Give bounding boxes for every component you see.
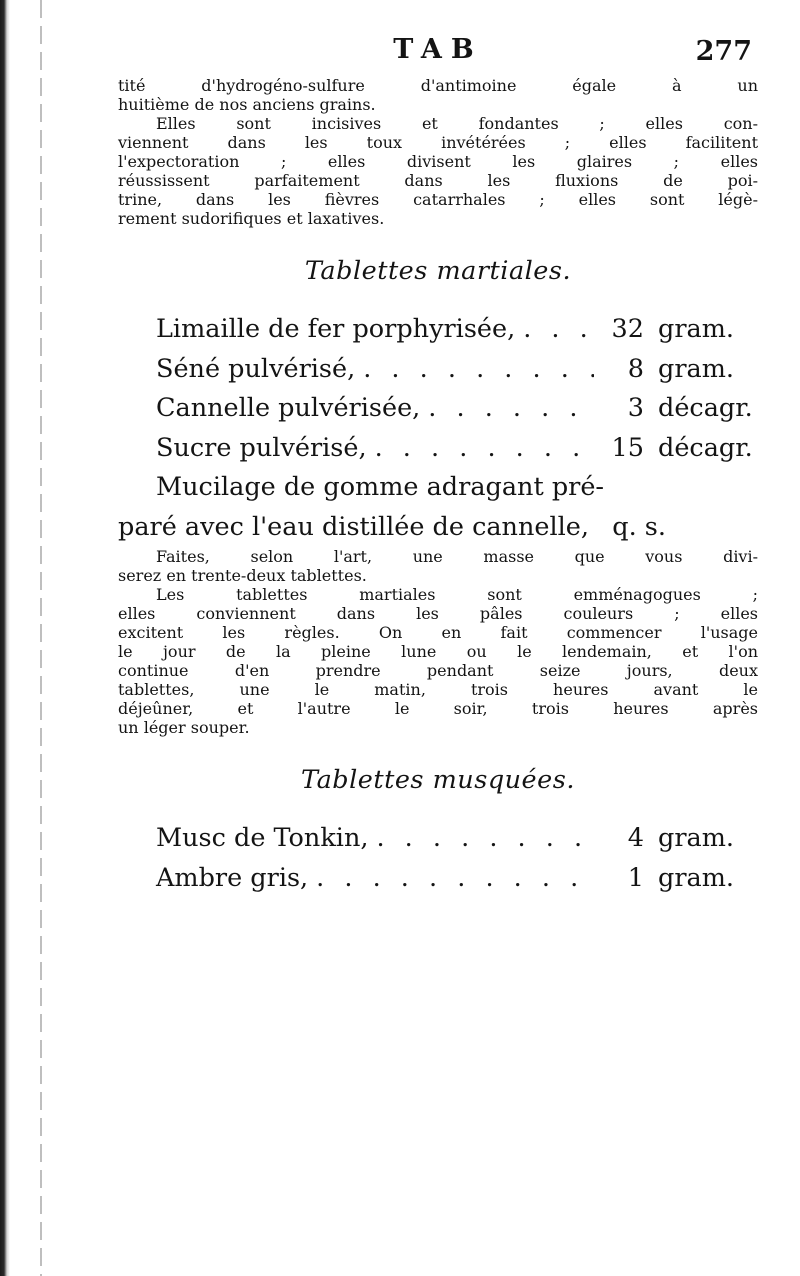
leader-dots (428, 389, 594, 429)
properties-paragraph (118, 114, 758, 228)
text-line: serez en trente-deux tablettes. (118, 566, 367, 585)
text-line: tablettes, une le matin, trois heures avant le (118, 680, 758, 699)
ingredient-unit: décagr. (658, 393, 753, 423)
leader-dots (316, 859, 594, 899)
running-head-title: TAB (393, 34, 483, 65)
text-line: rement sudorifiques et laxatives. (118, 209, 385, 228)
quantity-qs: q. s. (612, 511, 666, 542)
ingredient-unit: gram. (658, 862, 735, 893)
text-line: viennent dans les toux invétérées ; elles facilitent (118, 133, 758, 152)
ingredient-name: Musc de Tonkin, (156, 823, 369, 853)
ingredient-quantity: 8 (627, 353, 644, 384)
ingredient-row (156, 389, 758, 429)
text-line: Mucilage de gomme adragant pré- (156, 472, 605, 502)
text-line: Les tablettes martiales sont emménagogues ; (156, 585, 758, 604)
book-spine-edge (0, 0, 58, 1276)
method-paragraph (118, 547, 758, 585)
mucilage-line (118, 468, 758, 547)
usage-paragraph (118, 585, 758, 737)
ingredient-name: Cannelle pulvérisée, (156, 393, 421, 423)
ingredient-quantity: 4 (627, 823, 644, 853)
ingredient-row (156, 310, 758, 350)
ingredient-quantity: 15 (611, 432, 644, 463)
text-fragment: paré avec l'eau distillée de cannelle, (118, 511, 590, 542)
text-line: elles conviennent dans les pâles couleurs ; elles (118, 604, 758, 623)
section-heading-musquees: Tablettes musquées. (301, 765, 575, 795)
ingredient-row (156, 819, 758, 859)
text-line: réussissent parfaitement dans les fluxions de poi- (118, 171, 758, 190)
ingredient-name: Ambre gris, (156, 862, 309, 893)
text-line: un léger souper. (118, 718, 250, 737)
text-line: Faites, selon l'art, une masse que vous divi- (156, 547, 758, 566)
ingredient-quantity: 3 (627, 393, 644, 423)
text-line (118, 508, 758, 548)
text-line: l'expectoration ; elles divisent les glaires ; elles (118, 152, 758, 171)
ingredient-unit: gram. (658, 314, 735, 344)
gutter-shadow (40, 0, 42, 1276)
ingredient-name: Séné pulvérisé, (156, 353, 356, 384)
book-page (118, 30, 758, 898)
text-line: huitième de nos anciens grains. (118, 95, 376, 114)
page-number: 277 (695, 36, 752, 67)
text-line: trine, dans les fièvres catarrhales ; elles sont légè- (118, 190, 758, 209)
ingredient-name: Sucre pulvérisé, (156, 432, 367, 463)
text-line: excitent les règles. On en fait commencer l'usage (118, 623, 758, 642)
text-line: continue d'en prendre pendant seize jours, deux (118, 661, 758, 680)
ingredient-unit: gram. (658, 823, 735, 853)
ingredient-quantity: 32 (611, 314, 644, 344)
leader-dots (523, 310, 594, 350)
ingredient-unit: décagr. (658, 432, 753, 463)
leader-dots (376, 819, 594, 859)
ingredient-row (156, 429, 758, 469)
section-heading-martiales: Tablettes martiales. (304, 256, 572, 286)
ingredient-unit: gram. (658, 353, 735, 384)
text-line: tité d'hydrogéno-sulfure d'antimoine égale à un (118, 76, 758, 95)
text-line: déjeûner, et l'autre le soir, trois heures après (118, 699, 758, 718)
recipe-musquees (156, 819, 758, 898)
recipe-martiales (156, 310, 758, 468)
ingredient-name: Limaille de fer porphyrisée, (156, 314, 516, 344)
text-line: Elles sont incisives et fondantes ; elles con- (156, 114, 758, 133)
intro-paragraph (118, 76, 758, 114)
text-line: le jour de la pleine lune ou le lendemain, et l'on (118, 642, 758, 661)
leader-dots (363, 350, 594, 390)
ingredient-quantity: 1 (627, 862, 644, 893)
ingredient-row (156, 350, 758, 390)
ingredient-row (156, 859, 758, 899)
leader-dots (375, 429, 594, 469)
running-head (118, 30, 758, 76)
